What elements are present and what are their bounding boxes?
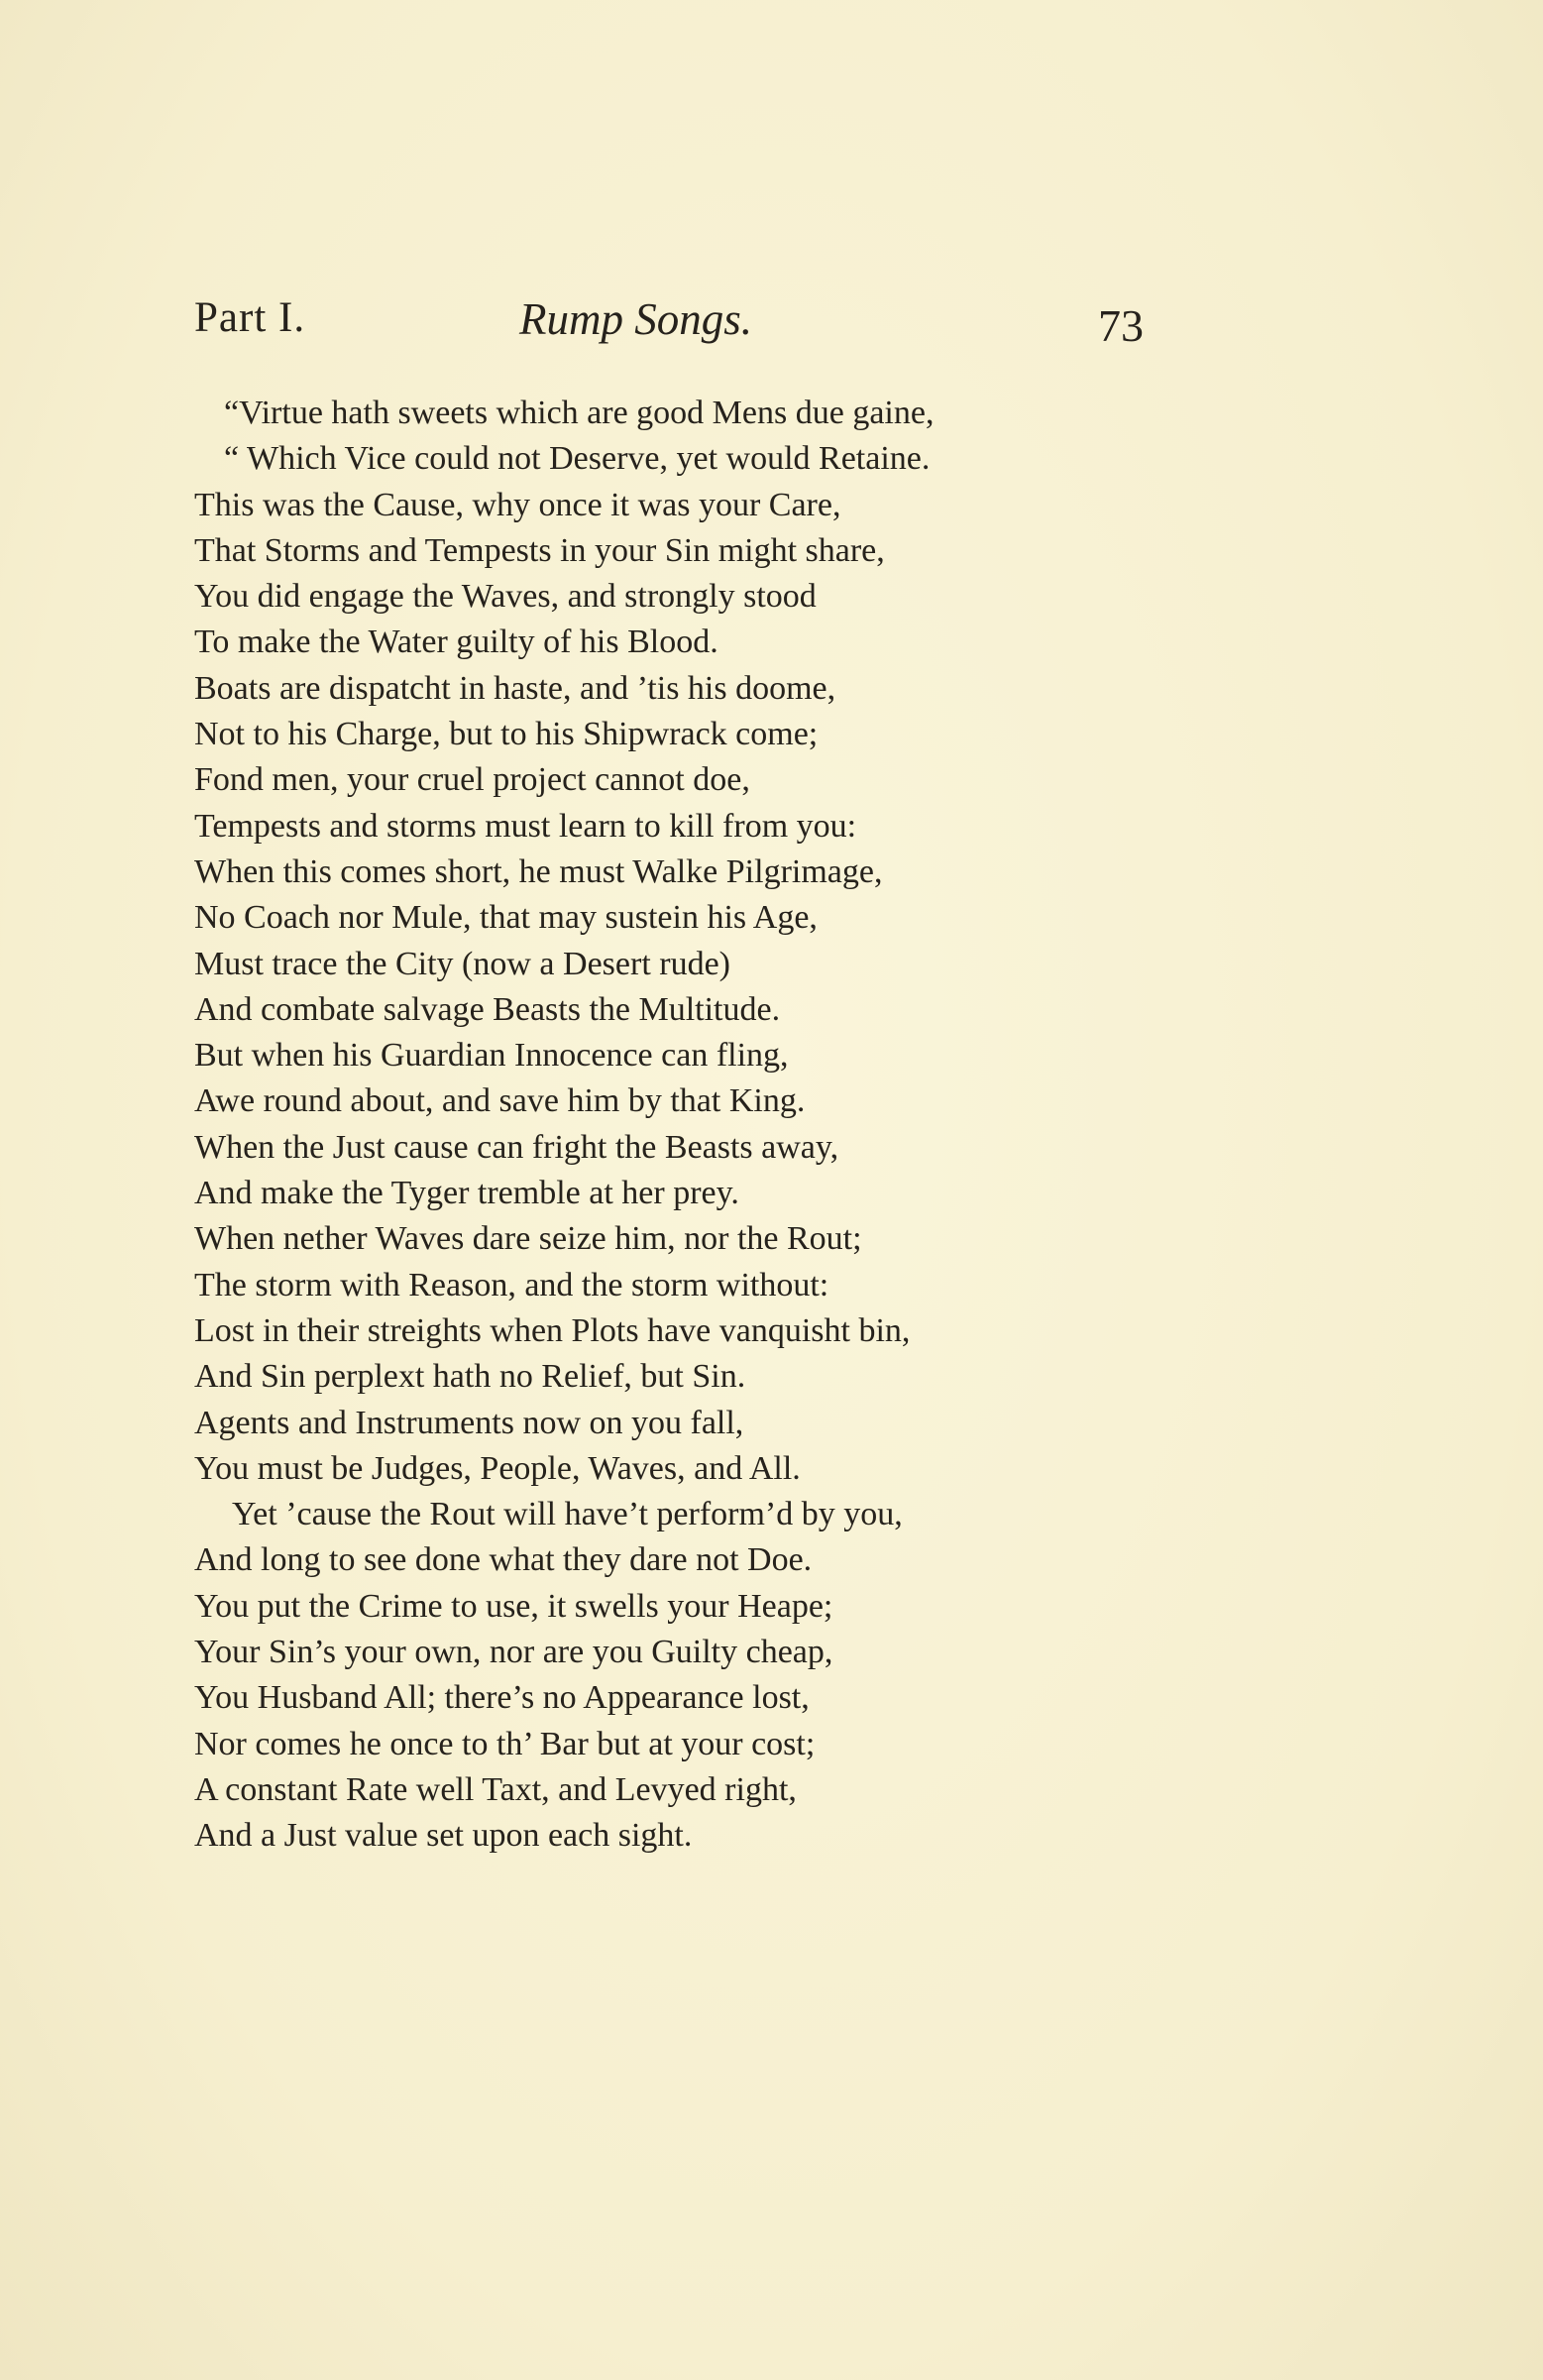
page-number: 73 <box>1098 300 1144 351</box>
poem-line: Fond men, your cruel project cannot doe, <box>194 761 750 799</box>
poem-line: Lost in their streights when Plots have vanquisht bin, <box>194 1311 911 1349</box>
poem-line: Yet ’cause the Rout will have’t perform’d by you, <box>232 1496 903 1533</box>
poem-line: “ Which Vice could not Deserve, yet would Retaine. <box>224 440 931 478</box>
poem-line: Must trace the City (now a Desert rude) <box>194 945 730 982</box>
poem-line: You must be Judges, People, Waves, and All. <box>194 1449 801 1487</box>
poem-line: To make the Water guilty of his Blood. <box>194 623 718 661</box>
poem-line: But when his Guardian Innocence can fling, <box>194 1037 789 1075</box>
part-label: Part I. <box>194 294 306 341</box>
poem-line: Awe round about, and save him by that King. <box>194 1082 806 1120</box>
poem-line: “Virtue hath sweets which are good Mens due gaine, <box>224 395 935 431</box>
poem-line: You Husband All; there’s no Appearance lost, <box>194 1679 810 1717</box>
poem-line: The storm with Reason, and the storm without: <box>194 1266 829 1303</box>
running-header <box>194 293 1160 363</box>
poem-line: When the Just cause can fright the Beasts away, <box>194 1128 839 1166</box>
poem-line: This was the Cause, why once it was your Care, <box>194 486 841 523</box>
poem-line: Agents and Instruments now on you fall, <box>194 1404 744 1441</box>
poem-line: No Coach nor Mule, that may sustein his Age, <box>194 899 818 937</box>
section-title: Rump Songs. <box>519 294 752 344</box>
poem-line: And a Just value set upon each sight. <box>194 1817 693 1855</box>
poem-line: Nor comes he once to th’ Bar but at your cost; <box>194 1725 816 1762</box>
poem-line: Boats are dispatcht in haste, and ’tis his doome, <box>194 669 836 707</box>
poem-line: And long to see done what they dare not Doe. <box>194 1541 813 1579</box>
poem-line: And make the Tyger tremble at her prey. <box>194 1175 739 1212</box>
poem-line: You did engage the Waves, and strongly stood <box>194 578 817 616</box>
poem-line: That Storms and Tempests in your Sin might share, <box>194 531 885 569</box>
poem-line: Not to his Charge, but to his Shipwrack come; <box>194 716 819 753</box>
poem-line: When nether Waves dare seize him, nor the Rout; <box>194 1220 862 1258</box>
poem-line: When this comes short, he must Walke Pilgrimage, <box>194 852 883 890</box>
poem-line: A constant Rate well Taxt, and Levyed right, <box>194 1770 797 1808</box>
poem-text <box>194 391 1185 1860</box>
poem-line: And Sin perplext hath no Relief, but Sin. <box>194 1358 746 1396</box>
poem-line: And combate salvage Beasts the Multitude. <box>194 990 781 1028</box>
poem-line: Tempests and storms must learn to kill from you: <box>194 807 857 845</box>
poem-line: You put the Crime to use, it swells your Heape; <box>194 1587 833 1625</box>
poem-line: Your Sin’s your own, nor are you Guilty cheap, <box>194 1634 833 1671</box>
